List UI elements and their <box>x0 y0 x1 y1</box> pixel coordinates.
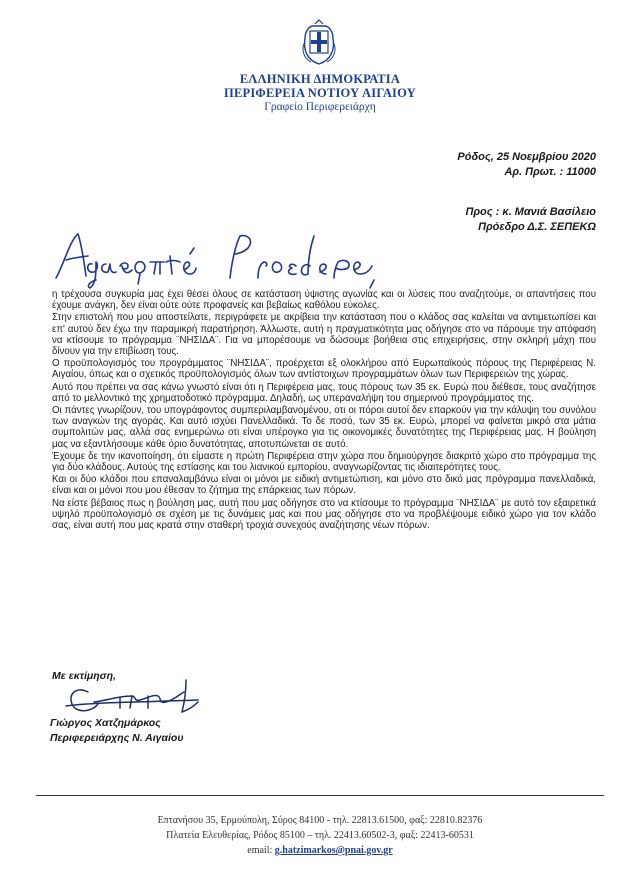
body-paragraph: Έχουμε δε την ικανοποίηση, ότι είμαστε η πρώτη Περιφέρεια στην χώρα που δημιούργησε διακριτό χώρο στο πρόγραμμα της για δύο κλάδους. Αυτούς της εστίασης και του λιανικού εμπορίου, αναγνωρίζοντας τις ιδιαιτερότητες τους. <box>52 450 596 474</box>
body-paragraph: η τρέχουσα συγκυρία μας έχει θέσει όλους σε κατάσταση ύψιστης αγωνίας και οι λύσεις που αναζητούμε, οι απαντήσεις που έχουμε ανάγκη, δεν είναι ούτε ούτε προφανείς και βεβαίως καθόλου εύκολες. <box>52 289 596 312</box>
footer-divider <box>36 795 604 796</box>
greek-state-emblem-icon <box>299 18 339 66</box>
footer-address-rhodes: Πλατεία Ελευθερίας, Ρόδος 85100 – τηλ. 22413.60502-3, φαξ: 22413-60531 <box>166 830 474 841</box>
body-paragraph: Και οι δύο κλάδοι που επαναλαμβάνω είναι οι μόνοι με ειδική αντιμετώπιση, και μόνο στο δικό μας πρόγραμμα πανελλαδικά, είναι και οι μόνοι που μου έθεσαν το ζήτημα της επάρκειας των πόρων. <box>52 474 596 497</box>
body-paragraph: Στην επιστολή που μου αποστείλατε, περιγράφετε με ακρίβεια την κατάσταση που ο κλάδος σας καλείται να αντιμετωπίσει και επ' αυτού δεν έχω την παραμικρή παρατήρηση. Άλλωστε, αυτή η πραγματικότητα μας οδήγησε στο να πάρουμε την απόφαση να κτίσουμε το πρόγραμμα ¨ΝΗΣΙΔΑ¨. Για να μπορέσουμε να δώσουμε βοήθεια στις επιχειρήσεις, στην σκληρή μάχη που δίνουν για την επιβίωση τους. <box>52 312 596 358</box>
recipient: Προς : κ. Μανιά Βασίλειο <box>465 206 596 218</box>
body-paragraph: Αυτό που πρέπει να σας κάνω γνωστό είναι ότι η Περιφέρεια μας, τους πόρους των 35 εκ. Ευρώ που διέθεσε, τους αναζήτησε από το μελλοντικό της χρηματοδοτικό πρόγραμμα. Δηλαδή, ως υπεραναλήψη του σημερινού προγράμματος της. <box>52 381 596 404</box>
footer-email-line <box>0 845 640 856</box>
email-link[interactable]: g.hatzimarkos@pnai.gov.gr <box>274 845 393 856</box>
recipient-role: Πρόεδρο Δ.Σ. ΣΕΠΕΚΩ <box>478 221 596 233</box>
footer-address-syros: Επτανήσου 35, Ερμούπολη, Σύρος 84100 - τηλ. 22813.61500, φαξ: 22810.82376 <box>157 815 483 826</box>
body-paragraph: Ο προϋπολογισμός του προγράμματος ¨ΝΗΣΙΔΑ¨, προέρχεται εξ ολοκλήρου από Ευρωπαϊκούς πόρους της Περιφέρειας Ν. Αιγαίου, όπως και ο σχετικός προϋπολογισμός όλων των αντίστοιχων προγραμμάτων όλων των Περιφερειών της χώρας. <box>52 358 596 381</box>
handwritten-signature <box>58 672 218 720</box>
header-region: ΠΕΡΙΦΕΡΕΙΑ ΝΟΤΙΟΥ ΑΙΓΑΙΟΥ <box>224 86 416 100</box>
closing: Με εκτίμηση, <box>52 670 116 682</box>
body-paragraph: Να είστε βέβαιος πως η βούληση μας, αυτή που μας οδήγησε στο να κτίσουμε το πρόγραμμα ¨ΝΗΣΙΔΑ¨ με αυτό τον εξαιρετικά υψηλό προϋπολογισμό σε σχέση με τις δυνάμεις μας και που μας οδήγησε στο να προβλέψουμε ειδικό χώρο για τον κλάδο σας, είναι αυτή που μας κρατά στην σταθερή τροχιά συνεχούς αναζήτησης νέων πόρων. <box>52 497 596 532</box>
letter-date: Ρόδος, 25 Νοεμβρίου 2020 <box>457 151 596 163</box>
signer-role: Περιφερειάρχης Ν. Αιγαίου <box>50 732 184 744</box>
signer-name: Γιώργος Χατζημάρκος <box>50 717 161 729</box>
protocol-number: Αρ. Πρωτ. : 11000 <box>504 166 596 178</box>
email-label: email: <box>247 845 273 856</box>
letter-body <box>52 289 596 532</box>
body-paragraph: Οι πάντες γνωρίζουν, του υπογράφοντος συμπεριλαμβανομένου, οτι οι πόροι αυτοί δεν επαρκούν για την κάλυψη του συνόλου των αναγκών της αγοράς. Και αυτό ισχύει Πανελλαδικά. Το δε ποσό, των 35 εκ. Ευρώ, μπορεί να φαίνεται μικρό στα μάτια συμπολιτών μας, αλλά σας ενημερώνω οτι είναι υπέρογκο για τις οικονομικές δυνατότητες της Περιφέρειας μας. Η βούληση μας να εξαντλήσουμε κάθε όριο δυνατότητας, αποτυπώνεται σε αυτό. <box>52 405 596 450</box>
header-office: Γραφείο Περιφερειάρχη <box>264 101 376 113</box>
handwritten-salutation <box>52 226 382 290</box>
header-country: ΕΛΛΗΝΙΚΗ ΔΗΜΟΚΡΑΤΙΑ <box>239 72 401 86</box>
